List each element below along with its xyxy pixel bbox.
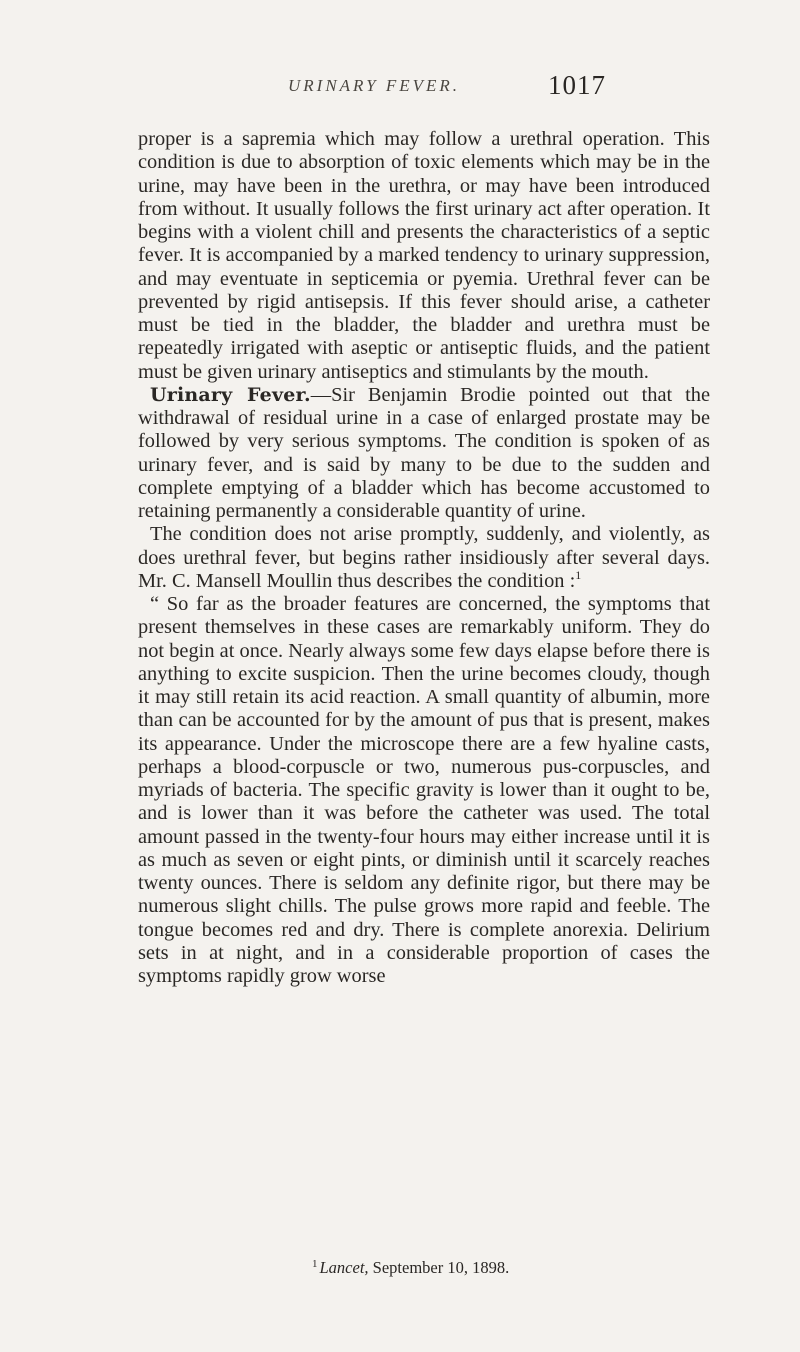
running-title: URINARY FEVER.	[288, 76, 460, 95]
footnote-journal: Lancet,	[319, 1258, 369, 1277]
paragraph-urinary-fever	[138, 384, 710, 524]
paragraph-text: “ So far as the broader features are concerned, the symptoms that present themselves in these cases are remarkably uniform. They do not begin at once. Nearly always some few days elapse before there is anything to excite suspicion. Then the urine becomes cloudy, though it may still retain its acid reaction. A small quantity of albumin, more than can be accounted for by the amount of pus that is present, makes its appearance. Under the microscope there are a few hyaline casts, perhaps a blood-corpuscle or two, numerous pus-corpuscles, and myriads of bacteria. The specific gravity is lower than it ought to be, and is lower than it was before the catheter was used. The total amount passed in the twenty-four hours may either increase until it is as much as seven or eight pints, or diminish until it scarcely reaches twenty ounces. There is seldom any definite rigor, but there may be numerous slight chills. The pulse grows more rapid and feeble. The tongue becomes red and dry. There is complete anorexia. Delirium sets in at night, and in a considerable proportion of cases the symptoms rapidly grow worse	[138, 593, 710, 987]
paragraph-text: The condition does not arise promptly, suddenly, and violently, as does urethral fever, but begins rather insidiously after several days. Mr. C. Mansell Moullin thus describes the condition :	[138, 523, 710, 592]
footnote-text: September 10, 1898.	[368, 1258, 510, 1277]
running-head	[0, 70, 800, 110]
body-text	[138, 128, 710, 988]
footnote	[312, 1258, 509, 1278]
section-heading: Urinary Fever.	[150, 383, 311, 406]
footnote-reference: 1	[575, 567, 582, 582]
page-number: 1017	[548, 70, 606, 100]
paragraph-moullin-intro	[138, 523, 710, 593]
paragraph-quotation	[138, 593, 710, 988]
paragraph-text: proper is a sapremia which may follow a urethral operation. This condition is due to absorption of toxic elements which may be in the urine, may have been in the urethra, or may have been introduced from without. It usually follows the first urinary act after operation. It begins with a violent chill and presents the characteristics of a septic fever. It is accompanied by a marked tendency to urinary suppression, and may eventuate in septicemia or pyemia. Urethral fever can be prevented by rigid antisepsis. If this fever should arise, a catheter must be tied in the bladder, the bladder and urethra must be repeatedly irrigated with aseptic or antiseptic fluids, and the patient must be given urinary antiseptics and stimulants by the mouth.	[138, 128, 710, 383]
paragraph-urethral-fever	[138, 128, 710, 384]
paragraph-text: —Sir Benjamin Brodie pointed out that the withdrawal of residual urine in a case of enlarged prostate may be followed by very serious symptoms. The condition is spoken of as urinary fever, and is said by many to be due to the sudden and complete emptying of a bladder which has become accustomed to retaining permanently a considerable quantity of urine.	[138, 383, 710, 522]
footnote-number: 1	[312, 1257, 318, 1270]
